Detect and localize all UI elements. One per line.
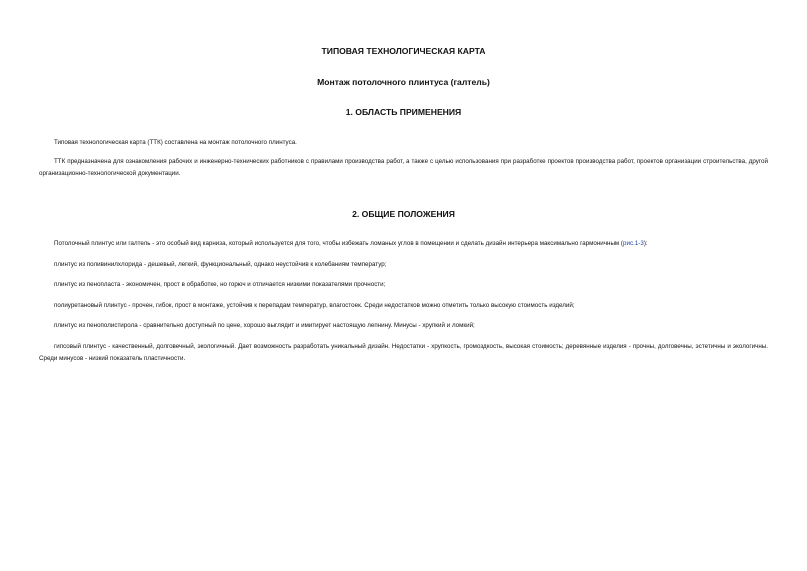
- section-1-paragraph-1: Типовая технологическая карта (ТТК) составлена на монтаж потолочного плинтуса.: [54, 139, 297, 146]
- section-1-paragraph-2: ТТК предназначена для ознакомления рабочих и инженерно-технических работников с правилами производства работ, а также с целью использования при разработке проектов производства работ, проектов организации строительства, другой организационно-технологической документации.: [39, 158, 768, 177]
- section-2-intro-paragraph: [39, 238, 768, 250]
- section-2-item-gypsum: гипсовый плинтус - качественный, долговечный, экологичный. Дает возможность разработать уникальный дизайн. Недостатки - хрупкость, громоздкость, высокая стоимость; деревянные изделия - прочны, долговечны, эстетичны и экологичны. Среди минусов - низкий показатель пластичности.: [39, 343, 768, 362]
- document-subtitle: Монтаж потолочного плинтуса (галтель): [317, 77, 490, 87]
- figure-reference-link[interactable]: рис.1-3: [623, 240, 644, 247]
- section-2-item-foam: плинтус из пенопласта - экономичен, прост в обработке, но горюч и отличается низкими показателями прочности;: [54, 281, 386, 288]
- section-2-item-polyurethane: полиуретановый плинтус - прочен, гибок, прост в монтаже, устойчив к перепадам температур, влагостоек. Среди недостатков можно отметить только высокую стоимость изделий;: [54, 302, 575, 309]
- section-2-item-polystyrene: плинтус из пенополистирола - сравнительно доступный по цене, хорошо выглядит и имитирует настоящую лепнину. Минусы - хрупкий и ломкий;: [54, 322, 475, 329]
- section-1-heading: 1. ОБЛАСТЬ ПРИМЕНЕНИЯ: [345, 107, 462, 117]
- intro-text: Потолочный плинтус или галтель - это особый вид карниза, который используется для того, чтобы избежать ломаных углов в помещении и сделать дизайн интерьера максимально гармоничным (: [54, 240, 624, 247]
- section-2-item-pvc: плинтус из поливинилхлорида - дешевый, легкий, функциональный, однако неустойчив к колебаниям температур;: [54, 261, 387, 268]
- intro-end: ):: [643, 240, 648, 247]
- document-page: [39, 0, 768, 571]
- section-2-heading: 2. ОБЩИЕ ПОЛОЖЕНИЯ: [352, 209, 455, 219]
- document-title: ТИПОВАЯ ТЕХНОЛОГИЧЕСКАЯ КАРТА: [321, 46, 486, 56]
